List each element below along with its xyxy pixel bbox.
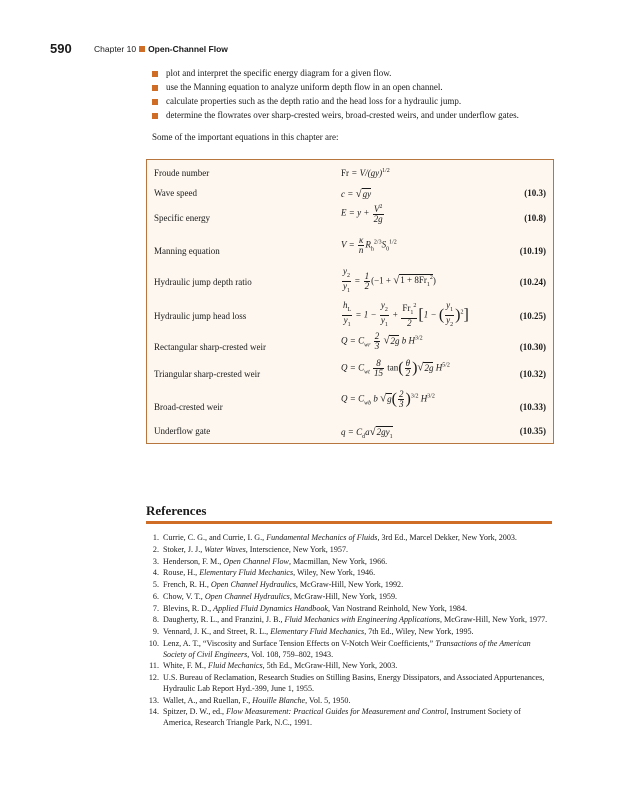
list-item: 14. Spitzer, D. W., ed., Flow Measurement: Practical Guides for Measurement and Control, Instrument Society of America, Research Triangle Park, N.C., 1991. bbox=[148, 707, 521, 727]
formula: V = $\frac{\kappa}{n}$ $R_h^{2/3}S_0^{1/2}$ bbox=[341, 235, 397, 255]
list-item: 5. French, R. H., Open Channel Hydraulics, McGraw-Hill, New York, 1992. bbox=[152, 580, 404, 590]
list-item: 7. Blevins, R. D., Applied Fluid Dynamics Handbook, Van Nostrand Reinhold, New York, 1984. bbox=[152, 603, 468, 613]
objectives-list bbox=[152, 66, 572, 122]
list-item: 8. Daugherty, R. L., and Franzini, J. B., Fluid Mechanics with Engineering Applications, McGraw-Hill, New York, 1977. bbox=[152, 615, 548, 625]
list-item: 12. U.S. Bureau of Reclamation, Research Studies on Stilling Basins, Energy Dissipators, and Associated Appurtenances, Hydraulic Lab Report Hyd.-399, June 1, 1955. bbox=[148, 673, 545, 693]
running-head bbox=[94, 44, 228, 54]
square-bullet-icon bbox=[152, 99, 158, 105]
formula: $q = C_da√2gy_1$ bbox=[341, 426, 393, 440]
square-bullet-icon bbox=[152, 71, 158, 77]
formula: $Q = C_{wb}$ b √g( $\frac{2}{3}$ )$^{3/2}$ $H^{3/2}$ bbox=[341, 389, 435, 409]
square-bullet-icon bbox=[139, 46, 145, 52]
list-item: 4. Rouse, H., Elementary Fluid Mechanics, Wiley, New York, 1946. bbox=[152, 568, 376, 578]
list-item: 2. Stoker, J. J., Water Waves, Interscience, New York, 1957. bbox=[152, 544, 349, 554]
references-heading: References bbox=[146, 503, 207, 518]
equations-table: Froude number Fr = V/(gy)$^{1/2}$ Wave speed c = √gy (10.3) Specific energy E = y + $\frac{V^2}{2g}$ (10.8) Manning equation V = $\frac{\kappa}{n}$ $R_h^{2/3}S_0^{1/2}$ (10.19) Hydraulic jump depth ratio $\frac{y_2}{y_1}$ = $\frac{1}{2}$ $(-1 + √1 + 8Fr_1^2)$ (10.24) Hydraulic jump head loss $\frac{h_L}{y_1}$ = 1 − $\frac{y_2}{y_1}$ + $\frac{Fr_1^2}{2}$ [1 − ( $\frac{y_1}{y_2}$ )$^2$] (10.25) Rectangular sharp-crested weir $Q = C_{wr}$ $\frac{2}{3}$ √2g b $H^{3/2}$ (10.30) Triangular sharp-crested weir $Q = C_{wt}$ $\frac{8}{15}$ tan( $\frac{\theta}{2}$ )√2g $H^{5/2}$ (10.32) Broad-crested weir $Q = C_{wb}$ b √g( $\frac{2}{3}$ )$^{3/2}$ $H^{3/2}$ (10.33) Underflow gate $q = C_da√2gy_1$ (10.35) bbox=[146, 159, 554, 444]
formula: $Q = C_{wt}$ $\frac{8}{15}$ tan( $\frac{\theta}{2}$ )√2g $H^{5/2}$ bbox=[341, 358, 450, 378]
list-item: 1. Currie, C. G., and Currie, I. G., Fundamental Mechanics of Fluids, 3rd Ed., Marcel Dekker, New York, 2003. bbox=[152, 533, 517, 542]
chapter-label: Chapter 10 bbox=[94, 44, 137, 54]
formula: E = y + $\frac{V^2}{2g}$ bbox=[341, 204, 383, 224]
square-bullet-icon bbox=[152, 85, 158, 91]
formula: $\frac{y_2}{y_1}$ = $\frac{1}{2}$ $(-1 + √1 + 8Fr_1^2)$ bbox=[343, 266, 436, 294]
formula: Fr = V/(gy)$^{1/2}$ bbox=[341, 168, 390, 178]
chapter-title: Open-Channel Flow bbox=[148, 44, 228, 54]
list-item: 13. Wallet, A., and Ruellan, F., Houille Blanche, Vol. 5, 1950. bbox=[148, 695, 351, 705]
page-number: 590 bbox=[50, 41, 72, 56]
intro-text: Some of the important equations in this chapter are: bbox=[152, 132, 339, 142]
list-item: plot and interpret the specific energy diagram for a given flow. bbox=[152, 66, 572, 80]
list-item: 10. Lenz, A. T., “Viscosity and Surface Tension Effects on V-Notch Weir Coefficients,” Transactions of the American Society of Civil Engineers, Vol. 108, 759–802, 1943. bbox=[148, 639, 531, 659]
formula: $Q = C_{wr}$ $\frac{2}{3}$ √2g b $H^{3/2}$ bbox=[341, 331, 423, 351]
list-item: 6. Chow, V. T., Open Channel Hydraulics, McGraw-Hill, New York, 1959. bbox=[152, 591, 398, 601]
list-item: 11. White, F. M., Fluid Mechanics, 5th Ed., McGraw-Hill, New York, 2003. bbox=[149, 661, 398, 671]
list-item: use the Manning equation to analyze uniform depth flow in an open channel. bbox=[152, 80, 572, 94]
list-item: calculate properties such as the depth ratio and the head loss for a hydraulic jump. bbox=[152, 94, 572, 108]
square-bullet-icon bbox=[152, 113, 158, 119]
list-item: determine the flowrates over sharp-crested weirs, broad-crested weirs, and under underflow gates. bbox=[152, 108, 572, 122]
formula: $\frac{h_L}{y_1}$ = 1 − $\frac{y_2}{y_1}$ + $\frac{Fr_1^2}{2}$ [1 − ( $\frac{y_1}{y_2}$ )$^2$] bbox=[343, 300, 469, 329]
list-item: 9. Vennard, J. K., and Street, R. L., Elementary Fluid Mechanics, 7th Ed., Wiley, New York, 1995. bbox=[152, 627, 474, 637]
references-list bbox=[146, 533, 552, 730]
formula: c = √gy bbox=[341, 188, 372, 200]
list-item: 3. Henderson, F. M., Open Channel Flow, Macmillan, New York, 1966. bbox=[152, 556, 388, 566]
references-rule bbox=[146, 521, 552, 524]
